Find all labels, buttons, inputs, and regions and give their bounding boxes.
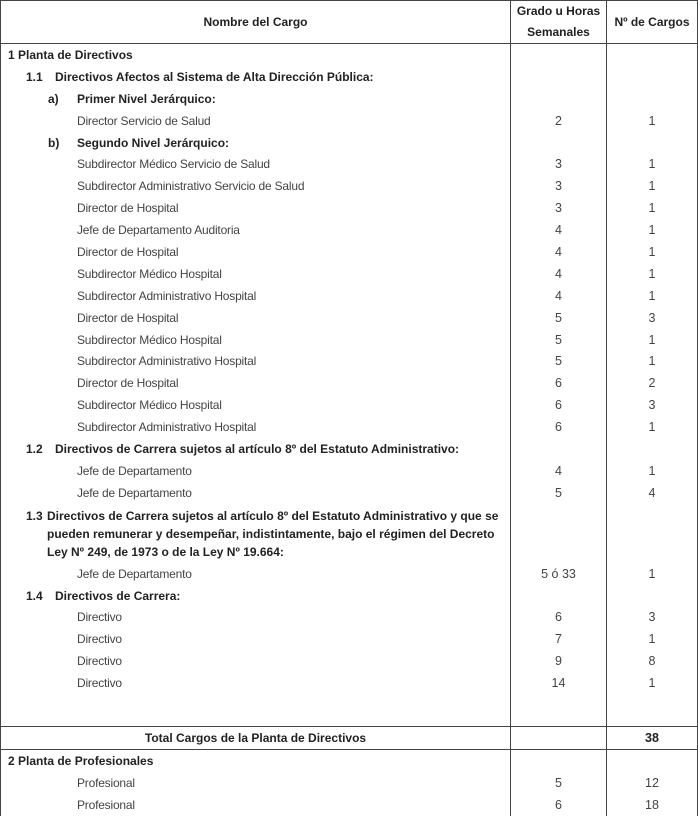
section-number: a) bbox=[48, 91, 59, 106]
table-row bbox=[1, 285, 698, 307]
position-count: 1 bbox=[607, 263, 698, 285]
position-grade: 3 bbox=[511, 153, 607, 175]
section-heading bbox=[1, 132, 511, 154]
position-name: Subdirector Administrativo Servicio de Salud bbox=[1, 175, 511, 197]
empty-cell bbox=[511, 44, 607, 66]
section-heading bbox=[1, 585, 511, 607]
empty-cell bbox=[607, 438, 698, 460]
position-name: Directivo bbox=[1, 606, 511, 628]
empty-cell bbox=[607, 44, 698, 66]
position-count: 12 bbox=[607, 772, 698, 794]
section-row bbox=[1, 132, 698, 154]
position-name: Directivo bbox=[1, 650, 511, 672]
position-grade: 4 bbox=[511, 219, 607, 241]
table-row bbox=[1, 416, 698, 438]
position-name: Subdirector Médico Hospital bbox=[1, 263, 511, 285]
position-count: 2 bbox=[607, 372, 698, 394]
table-row bbox=[1, 241, 698, 263]
position-count: 1 bbox=[607, 241, 698, 263]
table-row bbox=[1, 372, 698, 394]
section-heading-wrap bbox=[26, 507, 510, 561]
position-count: 1 bbox=[607, 285, 698, 307]
empty-cell bbox=[511, 504, 607, 563]
section-heading bbox=[1, 438, 511, 460]
position-grade: 5 bbox=[511, 350, 607, 372]
position-grade: 3 bbox=[511, 197, 607, 219]
position-count: 18 bbox=[607, 794, 698, 816]
position-name: Subdirector Médico Servicio de Salud bbox=[1, 153, 511, 175]
total-label: Total Cargos de la Planta de Directivos bbox=[1, 727, 511, 750]
header-grade: Grado u Horas Semanales bbox=[511, 1, 607, 44]
position-grade: 5 ó 33 bbox=[511, 563, 607, 585]
position-name: Profesional bbox=[1, 772, 511, 794]
spacer-row bbox=[1, 694, 698, 727]
position-name: Director de Hospital bbox=[1, 241, 511, 263]
position-name: Jefe de Departamento bbox=[1, 482, 511, 504]
table-body bbox=[1, 44, 698, 816]
section-row bbox=[1, 66, 698, 88]
position-grade: 6 bbox=[511, 794, 607, 816]
table-row bbox=[1, 394, 698, 416]
table-row bbox=[1, 563, 698, 585]
position-grade: 4 bbox=[511, 460, 607, 482]
section-number: 1.2 bbox=[26, 441, 43, 456]
position-count: 8 bbox=[607, 650, 698, 672]
section-row bbox=[1, 44, 698, 66]
position-grade: 7 bbox=[511, 628, 607, 650]
table-row bbox=[1, 482, 698, 504]
position-name: Directivo bbox=[1, 628, 511, 650]
position-name: Director de Hospital bbox=[1, 372, 511, 394]
table-row bbox=[1, 628, 698, 650]
table-row bbox=[1, 350, 698, 372]
position-count: 1 bbox=[607, 197, 698, 219]
position-count: 1 bbox=[607, 350, 698, 372]
empty-cell bbox=[607, 750, 698, 772]
empty-cell bbox=[511, 88, 607, 110]
empty-cell bbox=[511, 694, 607, 727]
empty-cell bbox=[607, 66, 698, 88]
table-row bbox=[1, 153, 698, 175]
table-row bbox=[1, 329, 698, 351]
position-grade: 6 bbox=[511, 416, 607, 438]
section-title: Directivos de Carrera sujetos al artículo 8º del Estatuto Administrativo y que se pueden remunerar y desempeñar, indistintamente, bajo el régimen del Decreto Ley Nº 249, de 1973 o de la Ley Nº 19.664: bbox=[47, 508, 499, 559]
header-count: Nº de Cargos bbox=[607, 1, 698, 44]
position-count: 4 bbox=[607, 482, 698, 504]
empty-cell bbox=[511, 750, 607, 772]
section-number: 1.3 bbox=[26, 508, 43, 523]
position-grade: 5 bbox=[511, 482, 607, 504]
table-row bbox=[1, 110, 698, 132]
section-title: Directivos de Carrera sujetos al artículo 8º del Estatuto Administrativo: bbox=[55, 441, 460, 456]
empty-cell bbox=[607, 504, 698, 563]
section-row bbox=[1, 585, 698, 607]
position-count: 3 bbox=[607, 606, 698, 628]
position-grade: 5 bbox=[511, 772, 607, 794]
section-heading bbox=[1, 88, 511, 110]
position-grade: 14 bbox=[511, 672, 607, 694]
empty-cell bbox=[607, 585, 698, 607]
total-count: 38 bbox=[607, 727, 698, 750]
position-count: 1 bbox=[607, 175, 698, 197]
section-number: 1.1 bbox=[26, 69, 43, 84]
position-name: Jefe de Departamento bbox=[1, 460, 511, 482]
empty-cell bbox=[511, 727, 607, 750]
position-name: Subdirector Médico Hospital bbox=[1, 329, 511, 351]
empty-cell bbox=[511, 585, 607, 607]
empty-cell bbox=[511, 438, 607, 460]
table-row bbox=[1, 197, 698, 219]
section-heading bbox=[1, 504, 511, 563]
position-name: Subdirector Administrativo Hospital bbox=[1, 285, 511, 307]
section-row bbox=[1, 88, 698, 110]
position-name: Subdirector Administrativo Hospital bbox=[1, 416, 511, 438]
table-header bbox=[1, 1, 698, 44]
section-title: Primer Nivel Jerárquico: bbox=[77, 91, 216, 106]
position-count: 1 bbox=[607, 329, 698, 351]
empty-cell bbox=[607, 88, 698, 110]
empty-cell bbox=[511, 132, 607, 154]
empty-cell bbox=[607, 132, 698, 154]
position-name: Directivo bbox=[1, 672, 511, 694]
position-count: 1 bbox=[607, 110, 698, 132]
position-name: Jefe de Departamento bbox=[1, 563, 511, 585]
position-count: 1 bbox=[607, 219, 698, 241]
position-name: Subdirector Administrativo Hospital bbox=[1, 350, 511, 372]
position-count: 1 bbox=[607, 153, 698, 175]
position-grade: 5 bbox=[511, 307, 607, 329]
position-name: Director de Hospital bbox=[1, 197, 511, 219]
position-grade: 5 bbox=[511, 329, 607, 351]
position-name: Subdirector Médico Hospital bbox=[1, 394, 511, 416]
position-count: 3 bbox=[607, 394, 698, 416]
position-grade: 6 bbox=[511, 394, 607, 416]
table-row bbox=[1, 606, 698, 628]
table-row bbox=[1, 263, 698, 285]
position-count: 3 bbox=[607, 307, 698, 329]
section-row bbox=[1, 438, 698, 460]
position-name: Jefe de Departamento Auditoria bbox=[1, 219, 511, 241]
table-row bbox=[1, 307, 698, 329]
section-title: Directivos Afectos al Sistema de Alta Dirección Pública: bbox=[55, 69, 374, 84]
empty-cell bbox=[511, 66, 607, 88]
position-grade: 9 bbox=[511, 650, 607, 672]
position-name: Director de Hospital bbox=[1, 307, 511, 329]
table-row bbox=[1, 772, 698, 794]
position-name: Profesional bbox=[1, 794, 511, 816]
position-grade: 4 bbox=[511, 241, 607, 263]
position-grade: 3 bbox=[511, 175, 607, 197]
header-position-name: Nombre del Cargo bbox=[1, 1, 511, 44]
position-grade: 6 bbox=[511, 372, 607, 394]
table-row bbox=[1, 460, 698, 482]
table-row bbox=[1, 794, 698, 816]
section-row bbox=[1, 750, 698, 772]
position-grade: 4 bbox=[511, 285, 607, 307]
section-heading: 2 Planta de Profesionales bbox=[1, 750, 511, 772]
section-row bbox=[1, 504, 698, 563]
empty-cell bbox=[607, 694, 698, 727]
section-title: Segundo Nivel Jerárquico: bbox=[77, 135, 230, 150]
total-row bbox=[1, 727, 698, 750]
position-name: Director Servicio de Salud bbox=[1, 110, 511, 132]
section-heading: 1 Planta de Directivos bbox=[1, 44, 511, 66]
table-row bbox=[1, 650, 698, 672]
table-row bbox=[1, 672, 698, 694]
position-count: 1 bbox=[607, 563, 698, 585]
position-count: 1 bbox=[607, 672, 698, 694]
position-grade: 2 bbox=[511, 110, 607, 132]
section-heading bbox=[1, 66, 511, 88]
table-row bbox=[1, 219, 698, 241]
position-grade: 4 bbox=[511, 263, 607, 285]
section-number: 1.4 bbox=[26, 588, 43, 603]
position-count: 1 bbox=[607, 628, 698, 650]
table-row bbox=[1, 175, 698, 197]
empty-cell bbox=[1, 694, 511, 727]
section-number: b) bbox=[48, 135, 60, 150]
position-grade: 6 bbox=[511, 606, 607, 628]
section-title: Directivos de Carrera: bbox=[55, 588, 181, 603]
position-count: 1 bbox=[607, 416, 698, 438]
position-count: 1 bbox=[607, 460, 698, 482]
